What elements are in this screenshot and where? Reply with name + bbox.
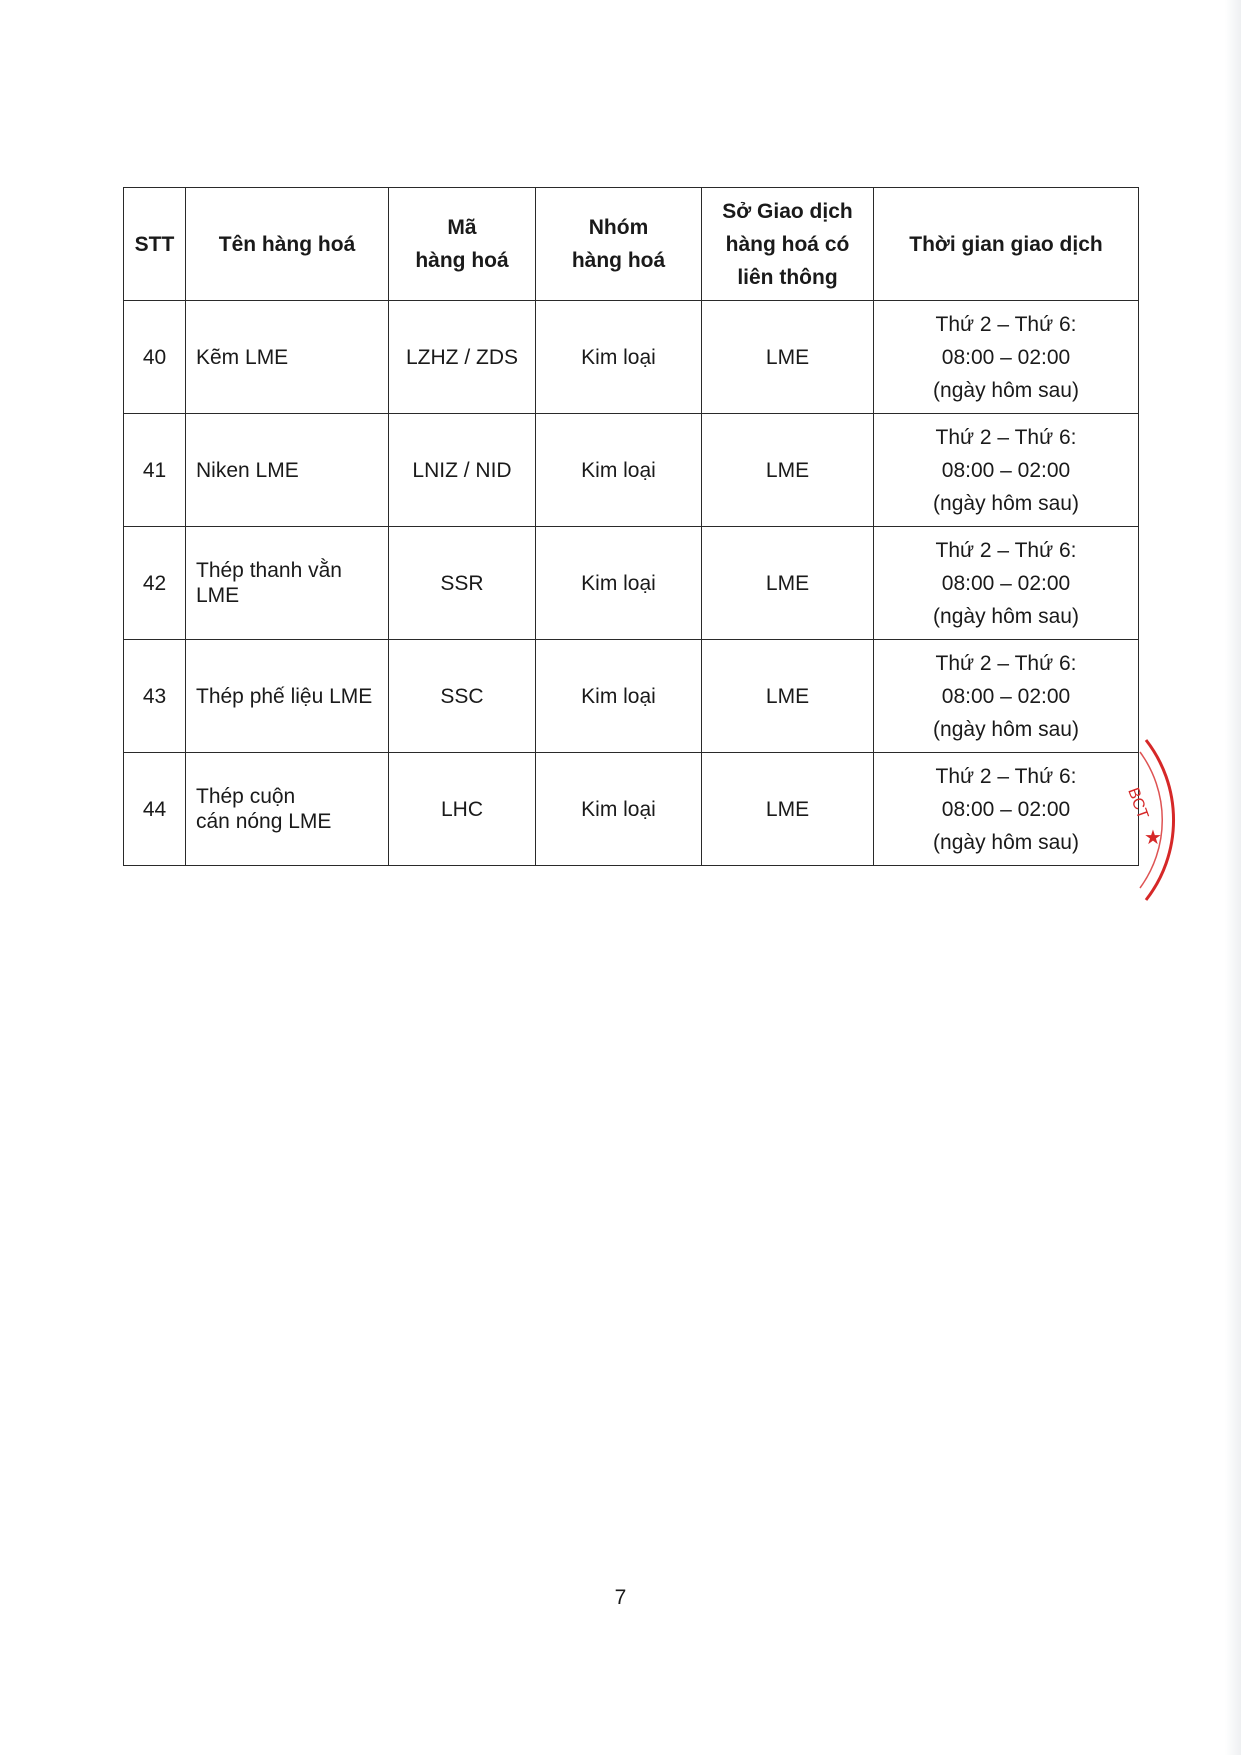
cell-exchange: LME: [702, 753, 874, 866]
cell-group: Kim loại: [536, 301, 702, 414]
cell-code: LHC: [389, 753, 536, 866]
seal-inner-ring: [1140, 752, 1162, 888]
cell-group: Kim loại: [536, 753, 702, 866]
cell-name-line: Kẽm LME: [196, 345, 289, 369]
cell-name: [186, 753, 389, 866]
table-row: [124, 301, 1139, 414]
header-code-line: hàng hoá: [415, 249, 509, 272]
cell-name-line: Thép phế liệu LME: [196, 684, 373, 708]
header-time: Thời gian giao dịch: [874, 188, 1139, 301]
table-header-row: [124, 188, 1139, 301]
cell-stt: 41: [124, 414, 186, 527]
cell-time-line: (ngày hôm sau): [933, 491, 1079, 515]
header-group-line: Nhóm: [588, 216, 649, 239]
cell-name-line: cán nóng LME: [196, 810, 332, 833]
header-group: [536, 188, 702, 301]
cell-time-line: (ngày hôm sau): [933, 830, 1079, 854]
cell-time: [874, 301, 1139, 414]
cell-name: [186, 527, 389, 640]
cell-time: [874, 414, 1139, 527]
header-code-line: Mã: [447, 216, 477, 239]
cell-time-line: Thứ 2 – Thứ 6:: [935, 764, 1077, 788]
cell-stt: 43: [124, 640, 186, 753]
cell-code: LNIZ / NID: [389, 414, 536, 527]
star-icon: ★: [1144, 825, 1162, 849]
header-group-line: hàng hoá: [571, 249, 666, 272]
cell-name-line: Thép cuộn: [196, 785, 296, 808]
cell-time-line: 08:00 – 02:00: [941, 458, 1071, 482]
table-row: [124, 414, 1139, 527]
cell-group: Kim loại: [536, 527, 702, 640]
header-exchange-line: hàng hoá có: [725, 232, 850, 256]
cell-time-line: (ngày hôm sau): [933, 604, 1079, 628]
page-number: 7: [614, 1586, 627, 1609]
seal-stamp: [1120, 730, 1200, 910]
cell-name: [186, 414, 389, 527]
cell-time-line: Thứ 2 – Thứ 6:: [935, 312, 1077, 336]
header-code: [389, 188, 536, 301]
cell-time-line: 08:00 – 02:00: [941, 797, 1071, 821]
cell-time-line: (ngày hôm sau): [933, 378, 1079, 402]
cell-time-line: Thứ 2 – Thứ 6:: [935, 425, 1077, 449]
cell-time: [874, 640, 1139, 753]
table-row: [124, 753, 1139, 866]
cell-time-line: (ngày hôm sau): [933, 717, 1079, 741]
cell-code: SSR: [389, 527, 536, 640]
header-exchange: [702, 188, 874, 301]
cell-name: [186, 301, 389, 414]
cell-name-line: Thép thanh vằn: [196, 559, 342, 582]
cell-code: SSC: [389, 640, 536, 753]
cell-stt: 44: [124, 753, 186, 866]
cell-time: [874, 753, 1139, 866]
cell-time: [874, 527, 1139, 640]
table-row: [124, 640, 1139, 753]
seal-outer-ring: [1146, 740, 1174, 900]
page-edge-shade: [1225, 0, 1241, 1755]
cell-exchange: LME: [702, 527, 874, 640]
cell-name-line: Niken LME: [196, 458, 299, 482]
cell-group: Kim loại: [536, 414, 702, 527]
header-name: Tên hàng hoá: [186, 188, 389, 301]
cell-group: Kim loại: [536, 640, 702, 753]
cell-exchange: LME: [702, 640, 874, 753]
table-row: [124, 527, 1139, 640]
cell-code: LZHZ / ZDS: [389, 301, 536, 414]
cell-stt: 42: [124, 527, 186, 640]
cell-name-line: LME: [196, 584, 240, 607]
header-exchange-line: Sở Giao dịch: [722, 199, 853, 223]
cell-exchange: LME: [702, 414, 874, 527]
header-exchange-line: liên thông: [737, 265, 838, 289]
header-stt: STT: [124, 188, 186, 301]
seal-text: BCT: [1124, 785, 1152, 822]
cell-time-line: 08:00 – 02:00: [941, 571, 1071, 595]
cell-exchange: LME: [702, 301, 874, 414]
cell-name: [186, 640, 389, 753]
cell-time-line: Thứ 2 – Thứ 6:: [935, 538, 1077, 562]
cell-stt: 40: [124, 301, 186, 414]
cell-time-line: 08:00 – 02:00: [941, 345, 1071, 369]
cell-time-line: 08:00 – 02:00: [941, 684, 1071, 708]
commodity-table: [123, 187, 1139, 866]
cell-time-line: Thứ 2 – Thứ 6:: [935, 651, 1077, 675]
